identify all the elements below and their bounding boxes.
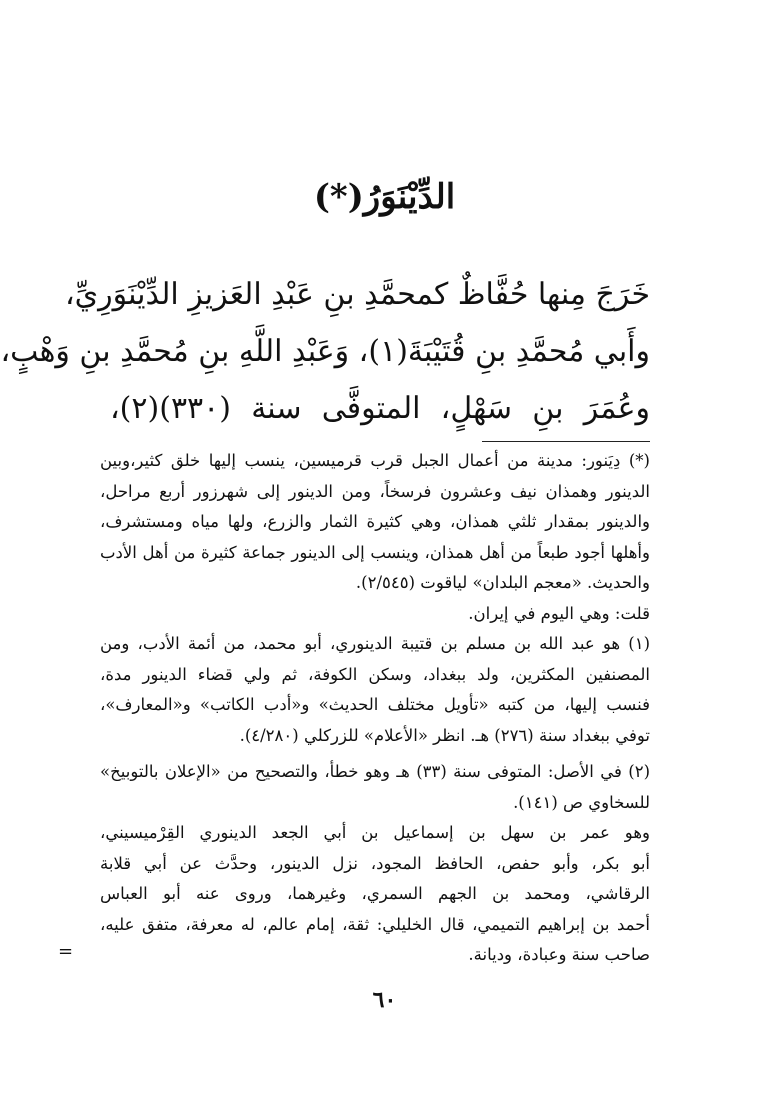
footnote-line: الدينور وهمذان نيف وعشرون فرسخاً، ومن الدينور إلى شهرزور أربع مراحل، [100, 481, 650, 501]
footnote-line: وأهلها أجود طبعاً من أهل همذان، وينسب إلى الدينور جماعة كثيرة من أهل الأدب [100, 542, 650, 562]
footnote-line: أبو بكر، وأبو حفص، الحافظ المجود، نزل الدينور، وحدَّث عن أبي قلابة [100, 853, 650, 873]
footnote-line: والدينور بمقدار ثلثي همذان، وهي كثيرة الثمار والزرع، ولها مياه ومستشرف، [100, 512, 650, 531]
footnote-line: المصنفين المكثرين، ولد ببغداد، وسكن الكوفة، ثم ولي قضاء الدينور مدة، [100, 664, 650, 684]
footnote-line: (١) هو عبد الله بن مسلم بن قتيبة الدينوري، أبو محمد، من أئمة الأدب، ومن [100, 634, 650, 653]
footnote-line: الرقاشي، ومحمد بن الجهم السمري، وغيرهما، وروى عنه أبو العباس [100, 884, 650, 903]
page-number: ٦٠ [372, 987, 397, 1013]
footnote-line: (*) دِيَنور: مدينة من أعمال الجبل قرب قرميسين، ينسب إليها خلق كثير،وبين [100, 451, 650, 470]
footnote-line: أحمد بن إبراهيم التميمي، قال الخليلي: ثقة، إمام عالم، له معرفة، متفق عليه، [100, 914, 650, 934]
footnote-line: توفي ببغداد سنة (٢٧٦) هـ. انظر «الأعلام» للزركلي (٤/٢٨٠). [239, 725, 650, 745]
page-title: الدِّيْنَوَرُ(*) [313, 177, 456, 217]
footnote-line: صاحب سنة وعبادة، وديانة. [468, 945, 650, 964]
footnote-line: قلت: وهي اليوم في إيران. [468, 603, 650, 623]
footnote-line: والحديث. «معجم البلدان» لياقوت (٢/٥٤٥). [355, 573, 650, 592]
main-text-line: وعُمَرَ بنِ سَهْلٍ، المتوفَّى سنة (٣٣٠)(٢)، [110, 391, 650, 426]
main-text-line: وأَبي مُحمَّدِ بنِ قُتَيْبَةَ(١)، وَعَبْدِ اللَّهِ بنِ مُحمَّدِ بنِ وَهْبٍ، [0, 334, 650, 369]
document-page [2, 0, 767, 1096]
footnotes [100, 446, 650, 971]
footnote-line: وهو عمر بن سهل بن إسماعيل بن أبي الجعد الدينوري القِرْميسيني، [100, 823, 650, 842]
footnote-line: فنسب إليها، من كتبه «تأويل مختلف الحديث» و«أدب الكاتب» و«المعارف»، [100, 695, 650, 714]
footnote-line: (٢) في الأصل: المتوفى سنة (٣٣) هـ وهو خطأ، والتصحيح من «الإعلان بالتوبيخ» [100, 762, 650, 781]
main-text-line: خَرَجَ مِنها حُفَّاظٌ كمحمَّدِ بنِ عَبْدِ العَزيزِ الدِّيْنَوَرِيِّ، [64, 277, 650, 312]
main-text [0, 266, 650, 437]
footnote-line: للسخاوي ص (١٤١). [513, 792, 650, 812]
footnote-separator [482, 441, 650, 442]
continuation-mark: = [58, 941, 74, 962]
